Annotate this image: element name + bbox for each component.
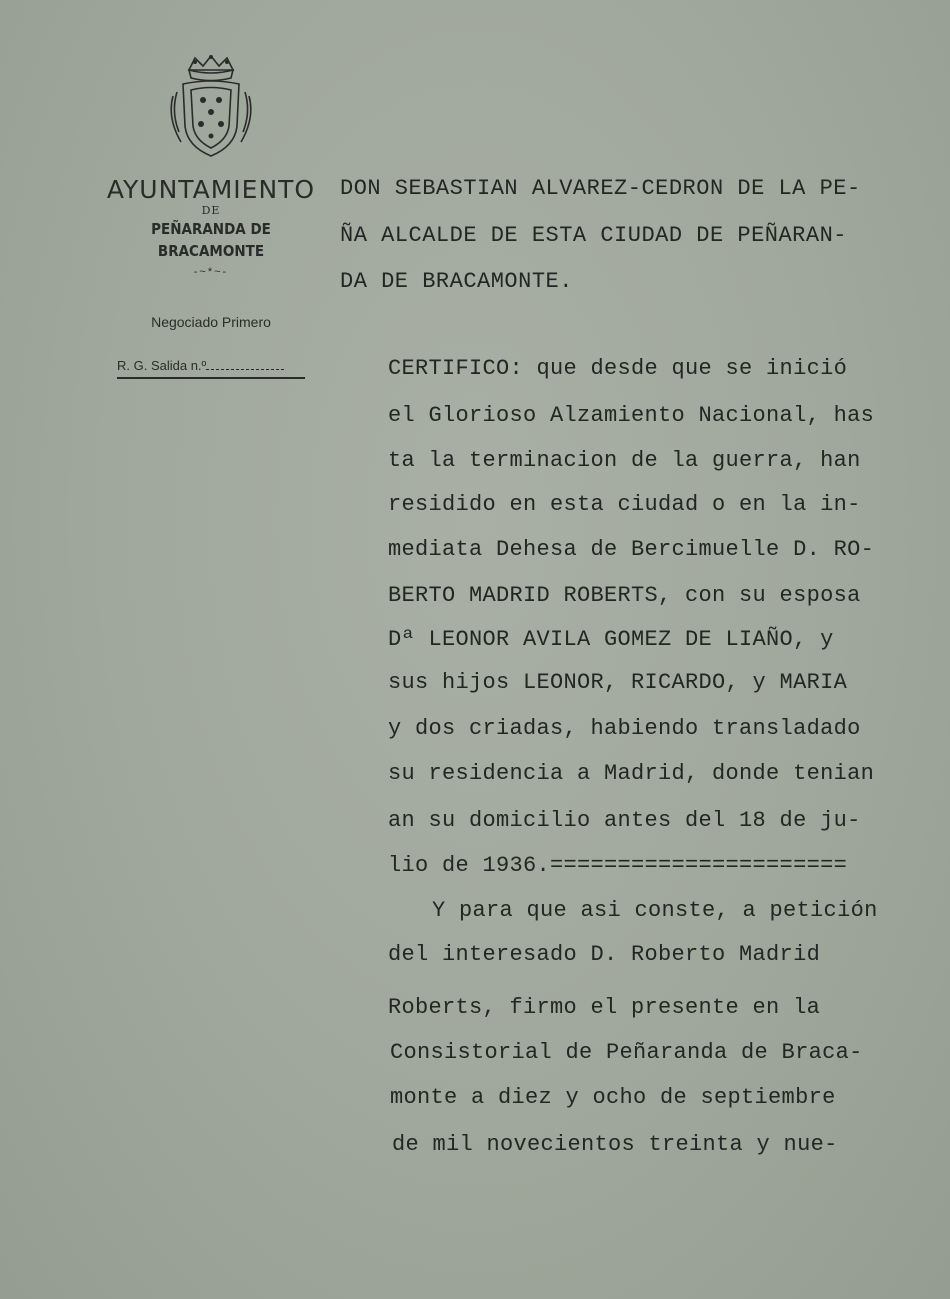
body-line: Consistorial de Peñaranda de Braca- bbox=[390, 1040, 863, 1065]
body-line: del interesado D. Roberto Madrid bbox=[388, 942, 821, 967]
org-de: DE bbox=[201, 204, 221, 217]
coat-of-arms-icon bbox=[165, 52, 257, 162]
body-line: an su domicilio antes del 18 de ju- bbox=[388, 808, 861, 833]
header-line: DON SEBASTIAN ALVAREZ-CEDRON DE LA PE- bbox=[340, 176, 861, 201]
body-line: residido en esta ciudad o en la in- bbox=[388, 492, 861, 517]
org-name: AYUNTAMIENTO bbox=[106, 175, 316, 204]
department-label: Negociado Primero bbox=[151, 314, 271, 330]
body-line: de mil novecientos treinta y nue- bbox=[392, 1132, 838, 1157]
body-line: lio de 1936.====================== bbox=[388, 853, 848, 878]
registry-label: R. G. Salida n.º bbox=[117, 358, 207, 373]
body-line: el Glorioso Alzamiento Nacional, has bbox=[388, 403, 875, 428]
body-line: su residencia a Madrid, donde tenian bbox=[388, 761, 875, 786]
letterhead bbox=[95, 52, 327, 330]
body-line: monte a diez y ocho de septiembre bbox=[390, 1085, 836, 1110]
body-line: Y para que asi conste, a petición bbox=[432, 898, 878, 923]
org-town: PEÑARANDA DE BRACAMONTE bbox=[151, 220, 271, 260]
registry-blank bbox=[206, 359, 284, 370]
body-line: Roberts, firmo el presente en la bbox=[388, 995, 821, 1020]
body-line: y dos criadas, habiendo transladado bbox=[388, 716, 861, 741]
registry-field bbox=[117, 358, 305, 379]
ornament: -~*~- bbox=[193, 266, 229, 278]
body-line: Dª LEONOR AVILA GOMEZ DE LIAÑO, y bbox=[388, 627, 834, 652]
body-line: ta la terminacion de la guerra, han bbox=[388, 448, 861, 473]
header-line: ÑA ALCALDE DE ESTA CIUDAD DE PEÑARAN- bbox=[340, 223, 847, 248]
body-line: BERTO MADRID ROBERTS, con su esposa bbox=[388, 583, 861, 608]
body-line: mediata Dehesa de Bercimuelle D. RO- bbox=[388, 537, 875, 562]
body-line: sus hijos LEONOR, RICARDO, y MARIA bbox=[388, 670, 848, 695]
header-line: DA DE BRACAMONTE. bbox=[340, 269, 573, 294]
body-line: CERTIFICO: que desde que se inició bbox=[388, 356, 848, 381]
